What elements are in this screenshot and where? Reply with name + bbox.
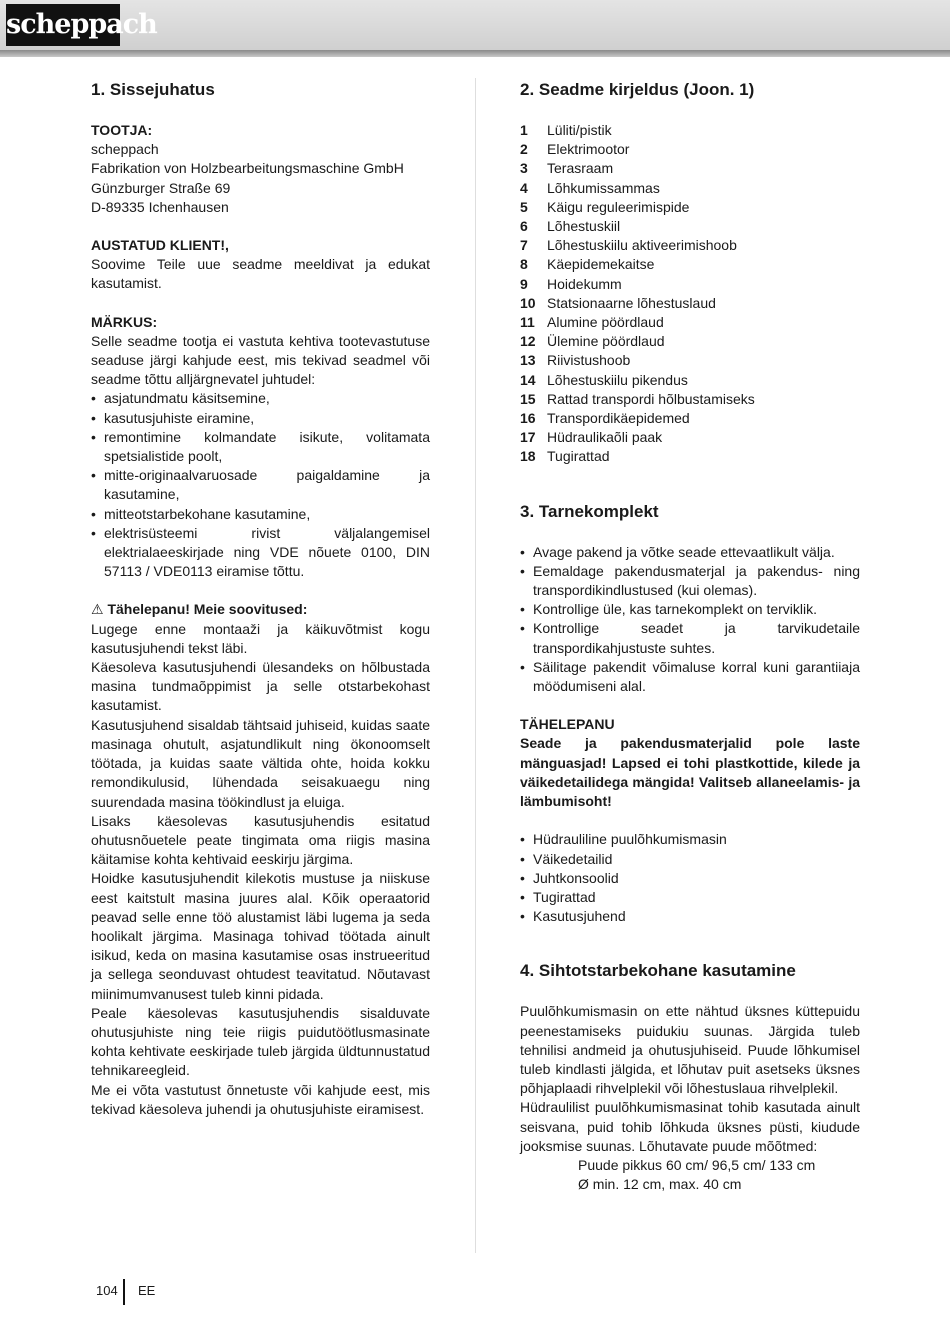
part-number: 1 <box>520 122 528 138</box>
paragraph: Hoidke kasutusjuhendit kilekotis mustuse ja niiskuse eest kaitstult masina juures alal. Kõik operaatorid peavad selle enne töö alustamist läbi lugema ja seda hoolikalt järgima. Masinaga tohivad töötada ainult isikud, keda on masina kasutamise osas instrueeritud ja sellega seonduvast ohtudest teavitatud. Nõutavast miinimumvanusest tuleb kinni pidada. <box>91 870 430 1002</box>
part-label: Lõhestuskiil <box>547 218 621 235</box>
list-item: • asjatundmatu käsitsemine, <box>91 389 430 408</box>
part-label: Riivistushoob <box>547 352 631 369</box>
list-item <box>520 409 860 428</box>
note-label: MÄRKUS: <box>91 313 158 330</box>
list-item <box>520 236 860 255</box>
part-number: 17 <box>520 429 536 446</box>
address-line: Fabrikation von Holzbearbeitungsmaschine GmbH <box>91 160 404 177</box>
paragraph: Puulõhkumismasin on ette nähtud üksnes küttepuidu peenestamiseks puidukiu suunas. Järgida tuleb tehnilisi andmeid ja ohutusjuhiseid. Puude lõhkumisel tuleb kindlasti jälgida, et lõhutav puit asetseks üksnes põhjaplaadi rihvelplekil või lõhestuslaua rihvelplekil. <box>520 1003 860 1097</box>
list-item: • Eemaldage pakendusmaterjal ja pakendus- ning transpordikindlustused (kui olemas). <box>520 562 860 600</box>
list-item <box>520 198 860 217</box>
part-label: Lõhestuskiilu aktiveerimishoob <box>547 237 737 254</box>
part-number: 12 <box>520 333 536 350</box>
section-1-title: 1. Sissejuhatus <box>91 80 215 99</box>
section-4-title: 4. Sihtotstarbekohane kasutamine <box>520 961 796 981</box>
list-item <box>520 313 860 332</box>
list-item: • Hüdrauliline puulõhkumismasin <box>520 830 860 849</box>
page-header <box>0 0 950 52</box>
part-label: Statsionaarne lõhestuslaud <box>547 294 716 311</box>
list-item: • Avage pakend ja võtke seade ettevaatlikult välja. <box>520 543 860 562</box>
list-item: • Säilitage pakendit võimaluse korral kuni garantiiaja möödumiseni alal. <box>520 658 860 696</box>
part-number: 8 <box>520 256 528 273</box>
list-item: • elektrisüsteemi rivist väljalangemisel elektrialaeeskirjade ning VDE nõuete 0100, DIN 57113 / VDE0113 eiramise tõttu. <box>91 524 430 582</box>
part-label: Lõhestuskiilu pikendus <box>547 371 688 388</box>
warning-label: TÄHELEPANU <box>520 716 615 733</box>
list-item <box>520 275 860 294</box>
parts-list <box>520 121 860 467</box>
part-label: Ülemine pöördlaud <box>547 333 665 350</box>
section-3-title: 3. Tarnekomplekt <box>520 501 659 521</box>
part-label: Käepidemekaitse <box>547 256 655 273</box>
column-divider <box>475 78 476 1253</box>
part-label: Hüdraulikaõli paak <box>547 429 663 446</box>
part-label: Rattad transpordi hõlbustamiseks <box>547 390 755 407</box>
part-number: 14 <box>520 371 536 388</box>
part-number: 6 <box>520 218 528 235</box>
list-item <box>520 140 860 159</box>
list-item <box>520 217 860 236</box>
scheppach-logo: scheppach <box>6 4 120 46</box>
part-label: Tugirattad <box>547 448 610 465</box>
address-line: scheppach <box>91 141 159 158</box>
paragraph: Lugege enne montaaži ja käikuvõtmist kogu kasutusjuhendi tekst läbi. <box>91 620 430 656</box>
list-item <box>520 447 860 466</box>
list-item: • Juhtkonsoolid <box>520 869 860 888</box>
delivery-steps-list <box>520 543 860 697</box>
list-item <box>520 255 860 274</box>
part-label: Elektrimootor <box>547 141 630 158</box>
manufacturer-label: TOOTJA: <box>91 122 153 138</box>
list-item: • Kasutusjuhend <box>520 907 860 926</box>
part-number: 5 <box>520 198 528 215</box>
client-text: Soovime Teile uue seadme meeldivat ja edukat kasutamist. <box>91 256 430 292</box>
warning-triangle-icon: ⚠ <box>91 601 104 618</box>
client-label: AUSTATUD KLIENT!, <box>91 237 229 254</box>
list-item: • remontimine kolmandate isikute, volitamata spetsialistide poolt, <box>91 428 430 466</box>
paragraph: Peale käesolevas kasutusjuhendis sisalduvate ohutusjuhiste ning teie riigis puidutöötlusmasinate kohta kehtivate eeskirjade tuleb järgida üldtunnustatud tehnikareegleid. <box>91 1004 430 1079</box>
list-item: • Tugirattad <box>520 888 860 907</box>
list-item <box>520 351 860 370</box>
attention-label: Tähelepanu! Meie soovitused: <box>107 601 308 618</box>
paragraph: Hüdraulilist puulõhkumismasinat tohib kasutada ainult seisvana, puid tohib lõhkuda üksnes püsti, kiudude jooksmise suunas. Lõhutavate puude mõõtmed: <box>520 1099 860 1154</box>
part-label: Transpordikäepidemed <box>547 410 690 427</box>
list-item: • mitteotstarbekohane kasutamine, <box>91 505 430 524</box>
list-item <box>520 371 860 390</box>
dimension-length: Puude pikkus 60 cm/ 96,5 cm/ 133 cm <box>578 1156 816 1173</box>
note-list <box>91 389 430 581</box>
list-item: • Väikedetailid <box>520 850 860 869</box>
delivery-items-list <box>520 830 860 926</box>
list-item <box>520 179 860 198</box>
part-number: 13 <box>520 352 536 369</box>
note-text: Selle seadme tootja ei vastuta kehtiva tootevastutuse seaduse järgi kahjude eest, mis tekivad seadmel või seadme tõttu alljärgnevatel juhtudel: <box>91 332 430 388</box>
list-item: • Kontrollige seadet ja tarvikudetaile transpordikahjustuste suhtes. <box>520 619 860 657</box>
paragraph: Lisaks käesolevas kasutusjuhendis esitatud ohutusnõuetele peate tingimata oma riigis masina käitamise kohta kehtivaid eeskirju järgima. <box>91 812 430 868</box>
part-number: 3 <box>520 160 528 177</box>
language-code: EE <box>138 1283 156 1298</box>
part-number: 9 <box>520 275 528 292</box>
part-label: Käigu reguleerimispide <box>547 198 690 215</box>
page-number: 104 <box>96 1283 118 1298</box>
footer-divider <box>123 1279 125 1305</box>
section-2-title: 2. Seadme kirjeldus (Joon. 1) <box>520 80 755 99</box>
left-column <box>91 78 430 1119</box>
address-line: D-89335 Ichenhausen <box>91 198 229 215</box>
attention-heading <box>91 600 430 619</box>
list-item: • Kontrollige üle, kas tarnekomplekt on terviklik. <box>520 600 860 619</box>
part-label: Lüliti/pistik <box>547 122 612 138</box>
list-item <box>520 428 860 447</box>
list-item: • kasutusjuhiste eiramine, <box>91 409 430 428</box>
right-column <box>520 78 860 1194</box>
header-divider <box>0 50 950 57</box>
address-line: Günzburger Straße 69 <box>91 179 231 196</box>
list-item <box>520 332 860 351</box>
part-number: 11 <box>520 314 535 331</box>
paragraph: Me ei võta vastutust õnnetuste või kahjude eest, mis tekivad käesoleva juhendi ja ohutusjuhiste eiramisest. <box>91 1081 430 1117</box>
part-number: 16 <box>520 410 536 427</box>
part-number: 2 <box>520 141 528 158</box>
part-label: Alumine pöördlaud <box>547 314 664 331</box>
list-item <box>520 159 860 178</box>
paragraph: Kasutusjuhend sisaldab tähtsaid juhiseid, kuidas saate masinaga ohutult, asjatundlikult ning ökonoomselt töötada, ja kuidas saate vältida ohte, hoida kokku remondikulusid, lühendada seisakuaegu ning suurendada masina töökindlust ja eluiga. <box>91 716 430 810</box>
part-number: 4 <box>520 179 528 196</box>
part-number: 10 <box>520 294 536 311</box>
paragraph: Käesoleva kasutusjuhendi ülesandeks on hõlbustada masina tundmaõppimist ja selle otstarbekohast kasutamist. <box>91 659 430 714</box>
manufacturer-address <box>91 140 430 217</box>
warning-text: Seade ja pakendusmaterjalid pole laste mänguasjad! Lapsed ei tohi plastkottide, kilede ja väikedetailidega mängida! Valitseb allaneelamis- ja lämbumisoht! <box>520 735 860 810</box>
part-number: 7 <box>520 237 528 254</box>
part-label: Terasraam <box>547 160 614 177</box>
part-number: 15 <box>520 390 536 407</box>
part-label: Lõhkumissammas <box>547 179 660 196</box>
list-item <box>520 294 860 313</box>
list-item: • mitte-originaalvaruosade paigaldamine ja kasutamine, <box>91 466 430 504</box>
part-label: Hoidekumm <box>547 275 622 292</box>
list-item <box>520 121 860 140</box>
part-number: 18 <box>520 448 536 465</box>
list-item <box>520 390 860 409</box>
dimension-diameter: Ø min. 12 cm, max. 40 cm <box>578 1176 742 1193</box>
